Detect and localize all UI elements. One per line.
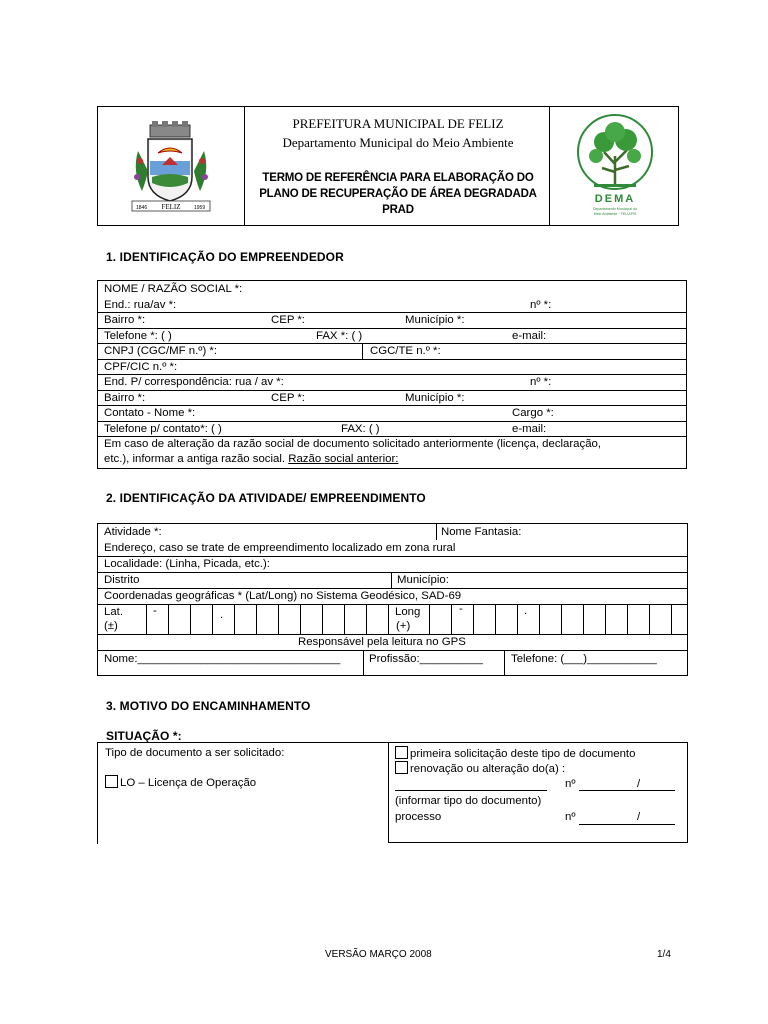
- field-telefone-contato[interactable]: Telefone p/ contato*: ( ): [104, 423, 222, 435]
- field-nome-fantasia[interactable]: Nome Fantasia:: [441, 526, 522, 538]
- table-row-divider: [98, 328, 686, 329]
- long-dash: -: [459, 603, 463, 615]
- tipo-documento-input[interactable]: [395, 790, 547, 791]
- footer-version: VERSÃO MARÇO 2008: [325, 949, 432, 960]
- alteracao-text-part: etc.), informar a antiga razão social.: [104, 453, 286, 465]
- field-localidade[interactable]: Localidade: (Linha, Picada, etc.):: [104, 558, 270, 570]
- lat-cell-divider: [256, 604, 257, 634]
- numero-label: nº: [565, 778, 576, 790]
- field-atividade[interactable]: Atividade *:: [104, 526, 162, 538]
- long-cell-divider: [627, 604, 628, 634]
- dema-logo-subtext: Departamento Municipal do: [593, 207, 637, 211]
- lat-cell-divider: [344, 604, 345, 634]
- lo-checkbox[interactable]: [105, 775, 118, 788]
- long-cell-divider: [495, 604, 496, 634]
- field-endereco-correspondencia[interactable]: End. P/ correspondência: rua / av *:: [104, 376, 284, 388]
- field-cargo[interactable]: Cargo *:: [512, 407, 554, 419]
- dema-logo-text: DEMA: [594, 193, 636, 205]
- field-nome-responsavel[interactable]: Nome:________________________________: [104, 653, 341, 665]
- processo-numero-label: nº: [565, 811, 576, 823]
- field-municipio-correspondencia[interactable]: Município *:: [405, 392, 465, 404]
- alteracao-text: Em caso de alteração da razão social de documento solicitado anteriormente (licença, declaração,: [104, 438, 602, 450]
- field-distrito[interactable]: Distrito: [104, 574, 140, 586]
- situacao-label: SITUAÇÃO *:: [106, 729, 182, 743]
- lat-cell-divider: [190, 604, 191, 634]
- table-row-divider: [98, 572, 687, 573]
- long-label: Long: [395, 606, 421, 618]
- field-numero[interactable]: nº *:: [530, 299, 552, 311]
- nome-fantasia-divider: [436, 524, 437, 540]
- field-telefone-responsavel[interactable]: Telefone: (___)___________: [511, 653, 657, 665]
- field-municipio[interactable]: Município *:: [405, 314, 465, 326]
- field-bairro-correspondencia[interactable]: Bairro *:: [104, 392, 146, 404]
- field-cep-correspondencia[interactable]: CEP *:: [271, 392, 305, 404]
- telefone-divider: [504, 650, 505, 676]
- header-doc-title-line: PLANO DE RECUPERAÇÃO DE ÁREA DEGRADADA: [259, 188, 537, 200]
- field-nome-razao-social[interactable]: NOME / RAZÃO SOCIAL *:: [104, 283, 243, 295]
- field-fax-contato[interactable]: FAX: ( ): [341, 423, 380, 435]
- profissao-divider: [363, 650, 364, 676]
- alteracao-text: [104, 452, 398, 466]
- field-profissao[interactable]: Profissão:__________: [369, 653, 483, 665]
- long-cell-divider: [649, 604, 650, 634]
- municipio-divider: [391, 572, 392, 588]
- coat-year-right: 1959: [194, 205, 206, 211]
- processo-numero-input[interactable]: [579, 824, 675, 825]
- numero-input[interactable]: [579, 790, 675, 791]
- lat-cell-divider: [234, 604, 235, 634]
- field-email-contato[interactable]: e-mail:: [512, 423, 547, 435]
- table-row-divider: [98, 359, 686, 360]
- long-cell-divider: [605, 604, 606, 634]
- header-divider: [244, 107, 245, 225]
- lat-dot: .: [220, 609, 224, 621]
- coat-text: FELIZ: [161, 203, 181, 211]
- field-numero-correspondencia[interactable]: nº *:: [530, 376, 552, 388]
- field-telefone[interactable]: Telefone *: ( ): [104, 330, 172, 342]
- field-cnpj[interactable]: CNPJ (CGC/MF n.º) *:: [104, 345, 218, 357]
- table-row-divider: [98, 604, 687, 605]
- responsavel-gps-label: Responsável pela leitura no GPS: [298, 636, 466, 648]
- lat-label: Lat.: [104, 606, 123, 618]
- long-sign: (+): [396, 620, 411, 632]
- processo-label: processo: [395, 811, 442, 823]
- field-cpf-cic[interactable]: CPF/CIC n.º *:: [104, 361, 178, 373]
- lat-cell-divider: [278, 604, 279, 634]
- header-doc-title-line: TERMO DE REFERÊNCIA PARA ELABORAÇÃO DO: [262, 172, 534, 184]
- field-fax[interactable]: FAX *: ( ): [316, 330, 363, 342]
- footer-page-number: 1/4: [657, 949, 671, 960]
- field-endereco-rural[interactable]: Endereço, caso se trate de empreendimento localizado em zona rural: [104, 542, 456, 554]
- long-cell-divider: [539, 604, 540, 634]
- primeira-solicitacao-label: primeira solicitação deste tipo de documento: [410, 748, 636, 760]
- long-cell-divider: [561, 604, 562, 634]
- long-dot: .: [524, 605, 528, 617]
- coat-of-arms-logo: [128, 121, 214, 215]
- primeira-solicitacao-option[interactable]: [395, 746, 635, 761]
- lat-cell-divider: [300, 604, 301, 634]
- lat-cell-divider: [388, 604, 389, 634]
- table-row-divider: [98, 650, 687, 651]
- lat-cell-divider: [212, 604, 213, 634]
- renovacao-option[interactable]: [395, 761, 565, 776]
- header-title-departamento: Departamento Municipal do Meio Ambiente: [282, 135, 514, 150]
- table-row-divider: [98, 312, 686, 313]
- lat-dash: -: [153, 605, 157, 617]
- table-row-divider: [98, 390, 686, 391]
- long-cell-divider: [429, 604, 430, 634]
- header-doc-title-line: PRAD: [382, 204, 414, 216]
- section3-title: 3. MOTIVO DO ENCAMINHAMENTO: [106, 699, 311, 713]
- primeira-solicitacao-checkbox[interactable]: [395, 746, 408, 759]
- dema-logo-subtext: Meio Ambiente · FELIZ/RS: [593, 212, 637, 216]
- coordenadas-label: Coordenadas geográficas * (Lat/Long) no Sistema Geodésico, SAD-69: [104, 590, 462, 602]
- header-document-title: [246, 170, 550, 218]
- section1-title: 1. IDENTIFICAÇÃO DO EMPREENDEDOR: [106, 250, 344, 264]
- section2-table: [97, 523, 688, 676]
- lat-cell-divider: [366, 604, 367, 634]
- tipo-documento-box: [97, 742, 388, 844]
- processo-slash: /: [637, 811, 641, 823]
- field-bairro[interactable]: Bairro *:: [104, 314, 146, 326]
- lat-cell-divider: [168, 604, 169, 634]
- informar-tipo-label: (informar tipo do documento): [395, 795, 542, 807]
- header-title-prefeitura: PREFEITURA MUNICIPAL DE FELIZ: [292, 116, 504, 131]
- renovacao-label: renovação ou alteração do(a) :: [410, 763, 566, 775]
- lat-sign: (±): [104, 620, 118, 632]
- cnpj-divider: [362, 343, 363, 359]
- field-email[interactable]: e-mail:: [512, 330, 547, 342]
- lo-label: LO – Licença de Operação: [120, 777, 257, 789]
- long-cell-divider: [517, 604, 518, 634]
- renovacao-checkbox[interactable]: [395, 761, 408, 774]
- field-endereco[interactable]: End.: rua/av *:: [104, 299, 177, 311]
- long-cell-divider: [451, 604, 452, 634]
- long-cell-divider: [583, 604, 584, 634]
- section1-table: [97, 280, 687, 469]
- situacao-box: [388, 742, 688, 843]
- coat-year-left: 1846: [136, 205, 148, 211]
- lat-cell-divider: [146, 604, 147, 634]
- field-cep[interactable]: CEP *:: [271, 314, 305, 326]
- dema-logo: [574, 112, 656, 220]
- long-cell-divider: [473, 604, 474, 634]
- field-contato-nome[interactable]: Contato - Nome *:: [104, 407, 196, 419]
- long-cell-divider: [671, 604, 672, 634]
- field-razao-social-anterior[interactable]: Razão social anterior:: [288, 453, 399, 465]
- lo-option[interactable]: [105, 775, 256, 790]
- section2-title: 2. IDENTIFICAÇÃO DA ATIVIDADE/ EMPREENDIMENTO: [106, 491, 426, 505]
- numero-slash: /: [637, 778, 641, 790]
- tipo-documento-label: Tipo de documento a ser solicitado:: [105, 747, 285, 759]
- lat-cell-divider: [322, 604, 323, 634]
- field-municipio-atividade[interactable]: Município:: [397, 574, 449, 586]
- document-header: [97, 106, 679, 226]
- field-cgc-te[interactable]: CGC/TE n.º *:: [370, 345, 441, 357]
